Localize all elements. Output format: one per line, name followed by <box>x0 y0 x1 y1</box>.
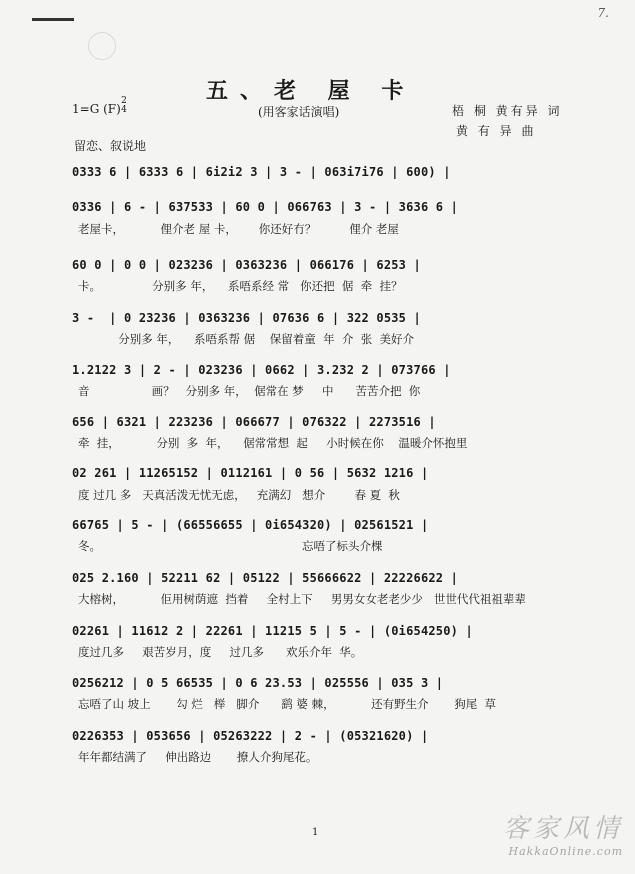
watermark-text: 客家风情 <box>502 814 623 844</box>
notation-line-10: 02261 | 11612 2 | 22261 | 11215 5 | 5 - | (0i654250) | <box>72 624 552 638</box>
lyric-line-10: 度过几多 艰苦岁月，度 过几多 欢乐介年 华。 <box>78 645 363 659</box>
punch-hole-mark <box>88 32 116 60</box>
key-signature: 1=G (F) <box>72 102 121 116</box>
page-number: 1 <box>312 827 319 838</box>
watermark-url: HakkaOnline.com <box>508 845 623 858</box>
notation-line-11: 0256212 | 0 5 66535 | 0 6 23.53 | 025556 | 035 3 | <box>72 676 552 690</box>
top-dash-mark <box>32 18 74 21</box>
lyric-line-4: 分别多 年， 系唔系帮 倨 保留着童 年 介 张 美好介 <box>78 332 415 346</box>
lyric-line-12: 年年都结满了 伸出路边 撩人介狗尾花。 <box>78 750 318 764</box>
meter-bottom: 4 <box>121 105 127 115</box>
lyric-line-3: 卡。 分别多 年， 系唔系经 常 你还把 倨 牵 挂？ <box>78 279 403 293</box>
notation-line-4: 3 - | 0 23236 | 0363236 | 07636 6 | 322 0535 | <box>72 311 552 325</box>
lyric-line-7: 度 过几 多 天真活泼无忧无虑， 充满幻 想介 春 夏 秋 <box>78 488 400 502</box>
song-title: 五、老 屋 卡 <box>206 78 416 104</box>
lyric-line-6: 牵 挂， 分别 多 年， 倨常常想 起 小时候在你 温暖介怀抱里 <box>78 436 468 450</box>
corner-page-mark: 7. <box>597 6 609 20</box>
tempo-marking: 留恋、叙说地 <box>74 139 147 153</box>
notation-line-8: 66765 | 5 - | (66556655 | 0i654320) | 02561521 | <box>72 518 552 532</box>
lyric-line-9: 大榕树， 佢用树荫遮 挡着 全村上下 男男女女老老少少 世世代代祖祖辈辈 <box>78 592 526 606</box>
song-subtitle: (用客家话演唱) <box>258 105 340 119</box>
watermark <box>503 808 623 858</box>
lyric-line-11: 忘唔了山 坡上 勾 烂 榉 脚介 鹞 婆 棘， 还有野生介 狗尾 草 <box>78 697 497 711</box>
meter-top: 2 <box>121 96 127 106</box>
notation-line-5: 1.2122 3 | 2 - | 023236 | 0662 | 3.232 2 | 073766 | <box>72 363 552 377</box>
notation-line-6: 656 | 6321 | 223236 | 066677 | 076322 | 2273516 | <box>72 415 552 429</box>
notation-line-12: 0226353 | 053656 | 05263222 | 2 - | (05321620) | <box>72 729 552 743</box>
notation-line-3: 60 0 | 0 0 | 023236 | 0363236 | 066176 | 6253 | <box>72 258 552 272</box>
lyricist-credit: 梧 桐 黄有异 词 <box>452 104 563 118</box>
notation-line-7: 02 261 | 11265152 | 0112161 | 0 56 | 5632 1216 | <box>72 466 552 480</box>
time-signature <box>120 97 128 115</box>
notation-line-2: 0336 | 6 - | 637533 | 60 0 | 066763 | 3 - | 3636 6 | <box>72 200 552 214</box>
notation-line-1: 0333 6 | 6333 6 | 6i2i2 3 | 3 - | 063i7i76 | 600) | <box>72 165 552 179</box>
lyric-line-2: 老屋卡， 俚介老 屋 卡， 你还好冇？ 俚介 老屋 <box>78 222 399 236</box>
lyric-line-8: 冬。 忘唔了标头介棵 <box>78 539 383 553</box>
lyric-line-5: 音 画？ 分别多 年， 倨常在 梦 中 苦苦介把 你 <box>78 384 421 398</box>
notation-line-9: 025 2.160 | 52211 62 | 05122 | 55666622 | 22226622 | <box>72 571 552 585</box>
composer-credit: 黄 有 异 曲 <box>456 124 537 138</box>
